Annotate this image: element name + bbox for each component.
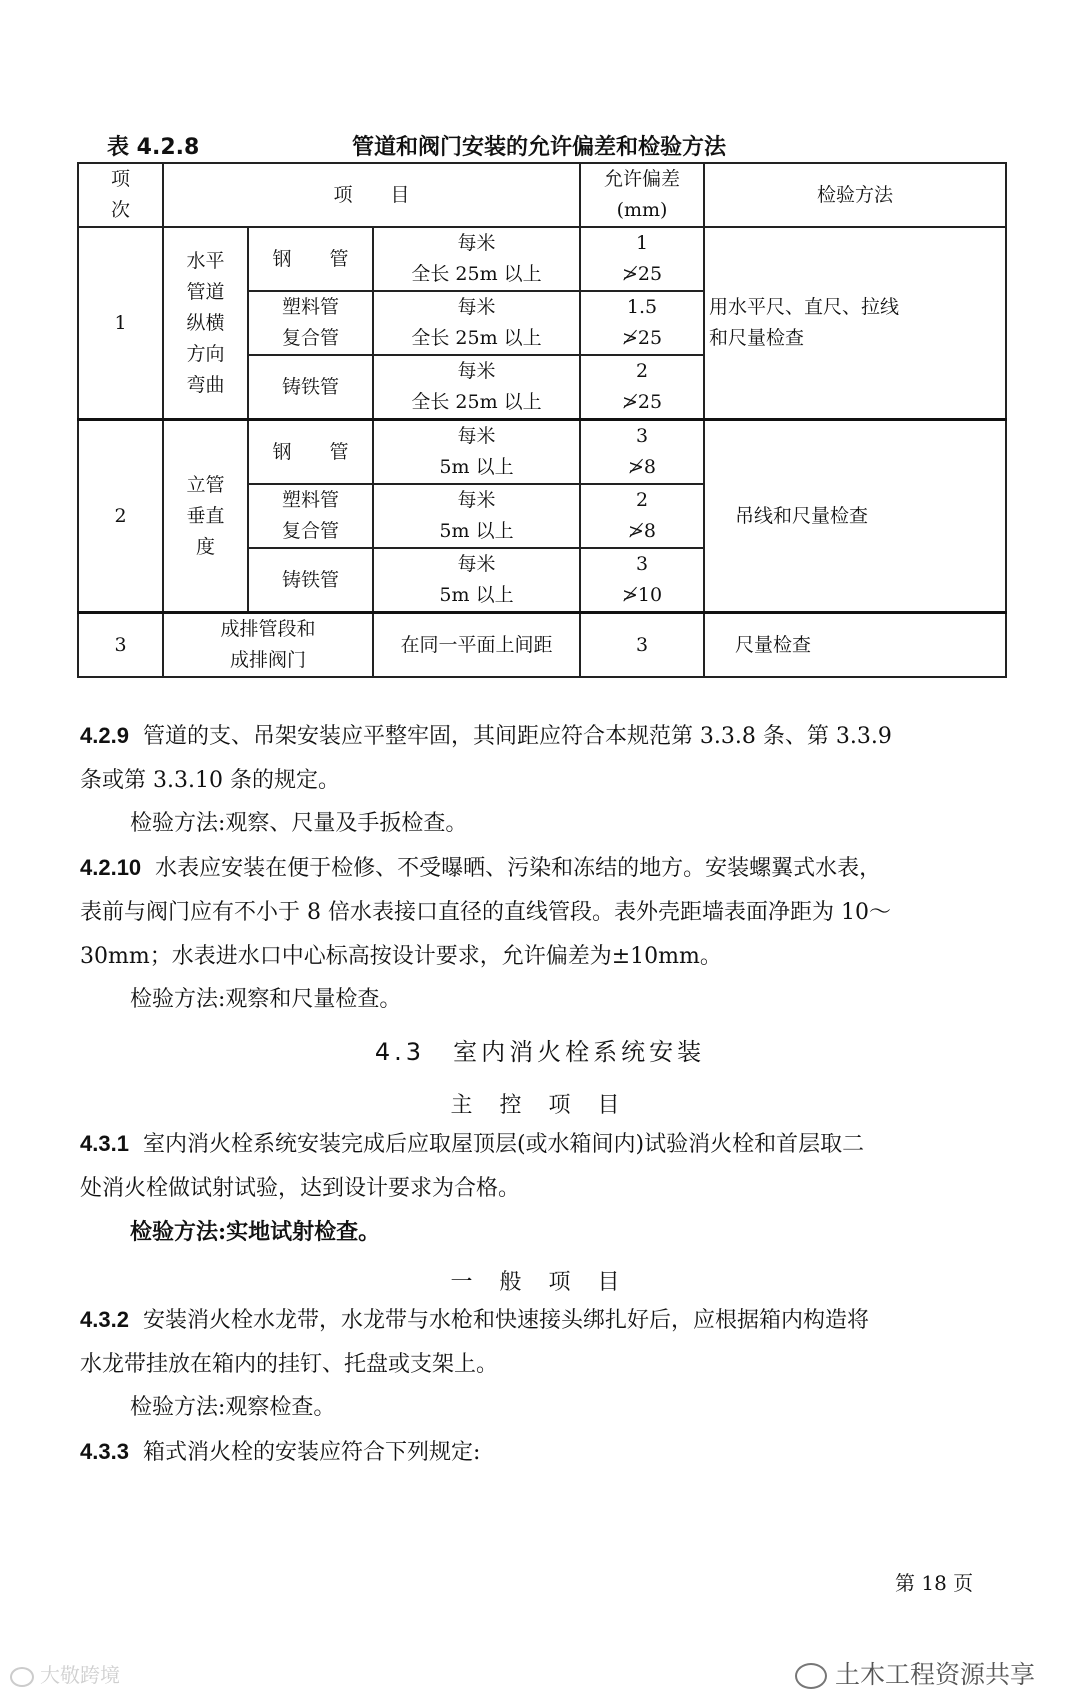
clause-text: 水龙带挂放在箱内的挂钉、托盘或支架上。 bbox=[80, 1352, 499, 1377]
row-category: 成排管段和 成排阀门 bbox=[163, 613, 373, 678]
clause-text: 30mm；水表进水口中心标高按设计要求，允许偏差为±10mm。 bbox=[80, 944, 722, 969]
tolerance: 2 ≯8 bbox=[580, 484, 704, 548]
table-row bbox=[78, 613, 1006, 678]
clause-text: 水表应安装在便于检修、不受曝晒、污染和冻结的地方。安装螺翼式水表， bbox=[155, 856, 882, 881]
row-no: 3 bbox=[78, 613, 163, 678]
header-method: 检验方法 bbox=[704, 163, 1006, 227]
clause-4-3-1 bbox=[80, 1122, 1005, 1211]
check-method: 检验方法:观察检查。 bbox=[130, 1395, 336, 1420]
clause-number: 4.2.9 bbox=[80, 723, 129, 748]
row-no: 1 bbox=[78, 227, 163, 420]
section-heading: 4.3 室内消火栓系统安装 bbox=[374, 1038, 706, 1066]
header-tolerance: 允许偏差 (mm) bbox=[580, 163, 704, 227]
table-header-row bbox=[78, 163, 1006, 227]
pipe-type: 钢 管 bbox=[248, 420, 373, 485]
clause-text: 表前与阀门应有不小于 8 倍水表接口直径的直线管段。表外壳距墙表面净距为 10～ bbox=[80, 900, 891, 925]
pipe-type: 塑料管 复合管 bbox=[248, 291, 373, 355]
header-no: 项 次 bbox=[78, 163, 163, 227]
clause-4-2-10 bbox=[80, 846, 1005, 979]
row-category: 立管 垂直 度 bbox=[163, 420, 248, 613]
clause-text: 处消火栓做试射试验，达到设计要求为合格。 bbox=[80, 1176, 521, 1201]
wechat-icon bbox=[795, 1663, 827, 1689]
condition: 每米 5m 以上 bbox=[373, 484, 580, 548]
pipe-type: 铸铁管 bbox=[248, 355, 373, 420]
watermark-left bbox=[10, 1659, 120, 1688]
clause-number: 4.3.3 bbox=[80, 1439, 129, 1464]
pipe-type: 钢 管 bbox=[248, 227, 373, 291]
clause-4-3-3 bbox=[80, 1430, 1005, 1475]
row-category: 水平 管道 纵横 方向 弯曲 bbox=[163, 227, 248, 420]
clause-text: 室内消火栓系统安装完成后应取屋顶层(或水箱间内)试验消火栓和首层取二 bbox=[142, 1132, 865, 1157]
tolerance: 3 ≯8 bbox=[580, 420, 704, 485]
main-items-heading: 主 控 项 目 bbox=[450, 1093, 630, 1118]
clause-number: 4.3.1 bbox=[80, 1131, 129, 1156]
clause-text: 箱式消火栓的安装应符合下列规定: bbox=[142, 1440, 481, 1465]
table-title: 管道和阀门安装的允许偏差和检验方法 bbox=[352, 135, 727, 160]
tolerance: 2 ≯25 bbox=[580, 355, 704, 420]
table-row bbox=[78, 227, 1006, 291]
table-caption bbox=[97, 130, 987, 164]
logo-icon bbox=[10, 1667, 34, 1687]
condition: 每米 全长 25m 以上 bbox=[373, 227, 580, 291]
header-item: 项 目 bbox=[163, 163, 580, 227]
clause-text: 条或第 3.3.10 条的规定。 bbox=[80, 768, 340, 793]
clause-number: 4.2.10 bbox=[80, 855, 142, 880]
pipe-type: 铸铁管 bbox=[248, 548, 373, 613]
clause-text: 管道的支、吊架安装应平整牢固，其间距应符合本规范第 3.3.8 条、第 3.3.9 bbox=[142, 724, 892, 749]
clause-text: 安装消火栓水龙带，水龙带与水枪和快速接头绑扎好后，应根据箱内构造将 bbox=[142, 1308, 869, 1333]
condition: 每米 全长 25m 以上 bbox=[373, 291, 580, 355]
check-method: 检验方法:观察、尺量及手扳检查。 bbox=[130, 811, 468, 836]
watermark-right bbox=[795, 1655, 1035, 1691]
row-method: 用水平尺、直尺、拉线 和尺量检查 bbox=[704, 227, 1006, 420]
page-number: 第 18 页 bbox=[895, 1571, 974, 1595]
check-method: 检验方法:观察和尺量检查。 bbox=[130, 987, 402, 1012]
clause-4-2-9 bbox=[80, 714, 1005, 803]
tolerance: 3 ≯10 bbox=[580, 548, 704, 613]
check-method: 检验方法:实地试射检查。 bbox=[130, 1219, 381, 1245]
condition: 每米 5m 以上 bbox=[373, 420, 580, 485]
clause-number: 4.3.2 bbox=[80, 1307, 129, 1332]
row-method: 吊线和尺量检查 bbox=[704, 420, 1006, 613]
table-number: 表 4.2.8 bbox=[107, 135, 200, 160]
clause-4-3-2 bbox=[80, 1298, 1005, 1387]
tolerance: 1 ≯25 bbox=[580, 227, 704, 291]
tolerance-table bbox=[77, 162, 1007, 678]
condition: 在同一平面上间距 bbox=[373, 613, 580, 678]
condition: 每米 全长 25m 以上 bbox=[373, 355, 580, 420]
watermark-text: 土木工程资源共享 bbox=[835, 1660, 1036, 1689]
tolerance: 3 bbox=[580, 613, 704, 678]
row-no: 2 bbox=[78, 420, 163, 613]
row-method: 尺量检查 bbox=[704, 613, 1006, 678]
tolerance: 1.5 ≯25 bbox=[580, 291, 704, 355]
condition: 每米 5m 以上 bbox=[373, 548, 580, 613]
table-row bbox=[78, 420, 1006, 485]
pipe-type: 塑料管 复合管 bbox=[248, 484, 373, 548]
general-items-heading: 一 般 项 目 bbox=[450, 1270, 630, 1295]
watermark-text: 大敬跨境 bbox=[40, 1663, 120, 1687]
